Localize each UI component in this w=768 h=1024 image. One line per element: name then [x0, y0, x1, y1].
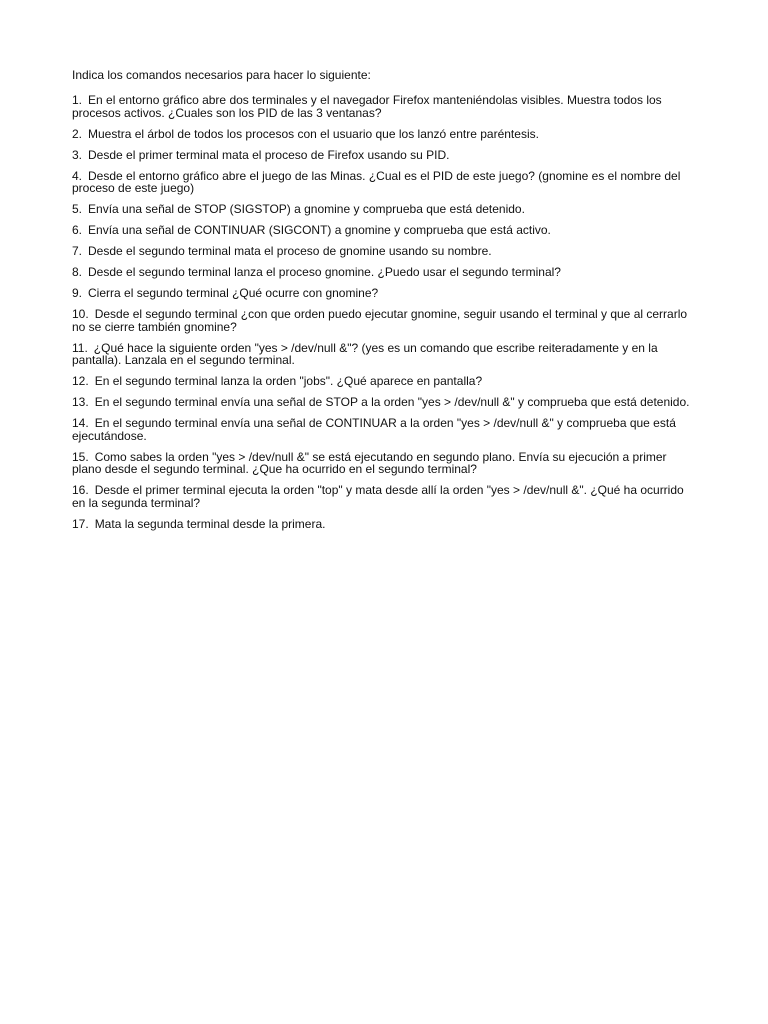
- exercise-item: [72, 224, 696, 237]
- item-text: Desde el segundo terminal lanza el proceso gnomine. ¿Puedo usar el segundo terminal?: [88, 265, 561, 279]
- item-text: Envía una señal de CONTINUAR (SIGCONT) a gnomine y comprueba que está activo.: [88, 223, 551, 237]
- exercise-item: [72, 518, 696, 531]
- item-text: Desde el segundo terminal ¿con que orden puedo ejecutar gnomine, seguir usando el terminal y que al cerrarlo no se cierre también gnomine?: [72, 307, 688, 334]
- exercise-item: [72, 484, 696, 509]
- item-text: Muestra el árbol de todos los procesos con el usuario que los lanzó entre paréntesis.: [88, 126, 539, 141]
- exercise-item: [72, 245, 696, 258]
- item-text: Desde el segundo terminal mata el proceso de gnomine usando su nombre.: [88, 244, 492, 258]
- exercise-item: [72, 128, 696, 141]
- item-number: 15.: [72, 449, 89, 464]
- item-text: Mata la segunda terminal desde la primera.: [94, 516, 326, 531]
- item-number: 12.: [72, 374, 89, 388]
- exercise-item: [72, 342, 696, 367]
- item-number: 1.: [72, 93, 83, 107]
- item-number: 3.: [72, 147, 83, 162]
- exercise-item: [72, 94, 696, 119]
- item-text: En el segundo terminal envía una señal de CONTINUAR a la orden "yes > /dev/null &" y comprueba que está ejecutándose.: [72, 416, 676, 443]
- item-number: 2.: [72, 126, 83, 141]
- item-text: ¿Qué hace la siguiente orden "yes > /dev/null &"? (yes es un comando que escribe reiteradamente y en la pantalla). Lanzala en el segundo terminal.: [72, 340, 658, 367]
- item-number: 17.: [72, 516, 89, 531]
- item-number: 10.: [72, 307, 89, 321]
- item-number: 14.: [72, 416, 89, 430]
- exercise-item: [72, 396, 696, 409]
- item-text: Cierra el segundo terminal ¿Qué ocurre con gnomine?: [88, 286, 379, 300]
- item-text: En el entorno gráfico abre dos terminales y el navegador Firefox manteniéndolas visibles. Muestra todos los procesos activos. ¿Cuales son los PID de las 3 ventanas?: [72, 93, 662, 120]
- exercise-item: [72, 287, 696, 300]
- exercise-item: [72, 451, 696, 476]
- document-intro: Indica los comandos necesarios para hacer lo siguiente:: [72, 68, 371, 82]
- item-text: Desde el primer terminal ejecuta la orden "top" y mata desde allí la orden "yes > /dev/null &". ¿Qué ha ocurrido en la segunda terminal?: [72, 483, 684, 510]
- item-text: Desde el primer terminal mata el proceso de Firefox usando su PID.: [88, 147, 450, 162]
- item-text: En el segundo terminal lanza la orden "jobs". ¿Qué aparece en pantalla?: [94, 374, 483, 388]
- item-text: Envía una señal de STOP (SIGSTOP) a gnomine y comprueba que está detenido.: [88, 202, 525, 216]
- exercise-item: [72, 308, 696, 333]
- exercise-item: [72, 375, 696, 388]
- item-text: Como sabes la orden "yes > /dev/null &" se está ejecutando en segundo plano. Envía su ejecución a primer plano desde el segundo terminal. ¿Que ha ocurrido en el segundo terminal?: [72, 449, 667, 476]
- item-text: En el segundo terminal envía una señal de STOP a la orden "yes > /dev/null &" y comprueba que está detenido.: [94, 395, 690, 409]
- item-number: 11.: [72, 340, 88, 355]
- item-number: 7.: [72, 244, 83, 258]
- item-number: 16.: [72, 483, 89, 497]
- item-number: 13.: [72, 395, 89, 409]
- item-number: 6.: [72, 223, 83, 237]
- exercise-item: [72, 149, 696, 162]
- exercise-item: [72, 417, 696, 442]
- exercise-item: [72, 266, 696, 279]
- item-number: 8.: [72, 265, 83, 279]
- exercise-item: [72, 203, 696, 216]
- item-text: Desde el entorno gráfico abre el juego de las Minas. ¿Cual es el PID de este juego? (gnomine es el nombre del proceso de este juego): [72, 168, 681, 195]
- item-number: 9.: [72, 286, 83, 300]
- item-number: 4.: [72, 168, 83, 183]
- item-number: 5.: [72, 202, 83, 216]
- document-page: [72, 68, 696, 539]
- exercise-list: [72, 94, 696, 530]
- exercise-item: [72, 170, 696, 195]
